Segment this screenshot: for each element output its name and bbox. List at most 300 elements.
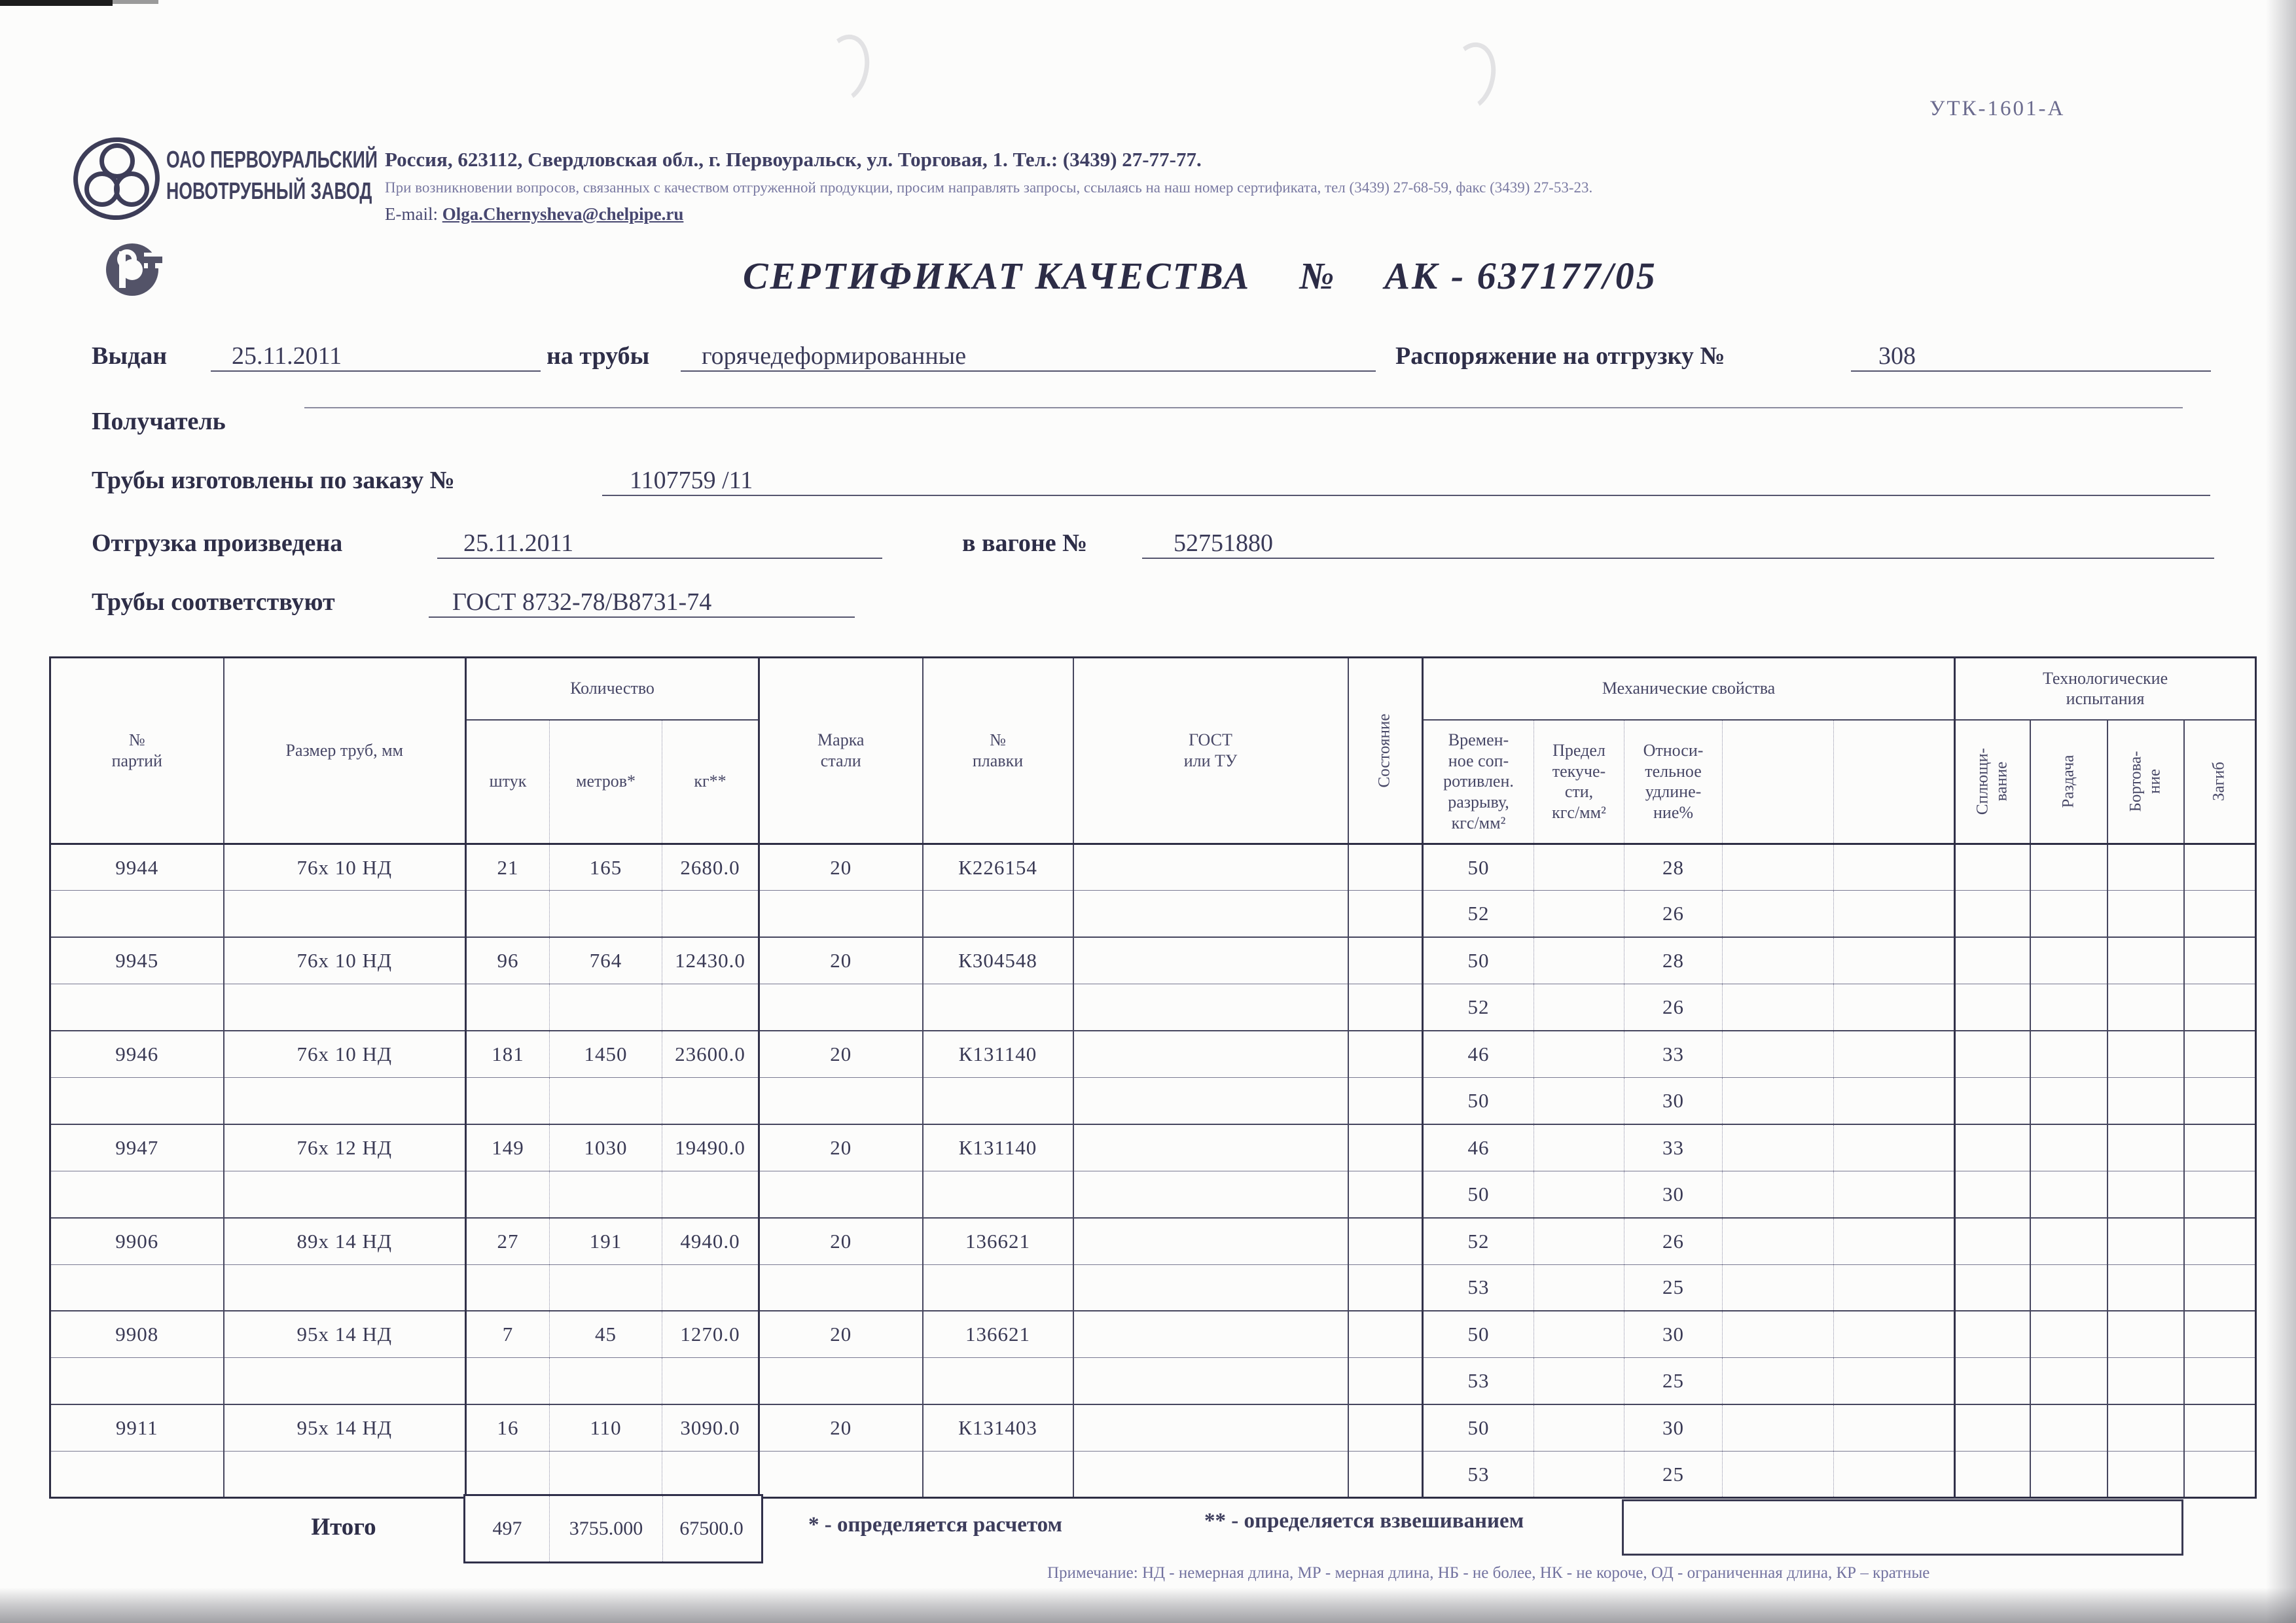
table-row <box>50 1077 2256 1124</box>
table-cell: 12430.0 <box>662 937 759 984</box>
table-cell <box>1534 1404 1624 1451</box>
table-cell <box>2108 1404 2184 1451</box>
table-cell <box>2184 1358 2256 1404</box>
field-row-issued <box>92 342 167 370</box>
table-cell: 30 <box>1624 1404 1723 1451</box>
company-address: Россия, 623112, Свердловская обл., г. Первоуральск, ул. Торговая, 1. Тел.: (3439) 27-77-77. <box>385 148 1202 171</box>
table-cell <box>1073 984 1348 1031</box>
scan-artifact-top-left <box>0 0 113 6</box>
table-row <box>50 1452 2256 1498</box>
table-cell: 9945 <box>50 937 224 984</box>
table-cell <box>2030 844 2108 891</box>
table-cell <box>2184 1404 2256 1451</box>
table-cell: К304548 <box>923 937 1073 984</box>
table-cell <box>1723 891 1834 937</box>
company-name-line1: ОАО ПЕРВОУРАЛЬСКИЙ <box>166 146 378 173</box>
table-cell <box>1955 1171 2030 1217</box>
table-cell <box>50 1358 224 1404</box>
table-cell <box>1834 1311 1955 1357</box>
table-cell <box>550 1264 662 1311</box>
table-cell <box>466 1358 550 1404</box>
scan-shadow-right <box>2266 0 2296 1623</box>
col-header-gost: ГОСТ или ТУ <box>1073 658 1348 844</box>
table-cell: 21 <box>466 844 550 891</box>
table-cell: 50 <box>1423 1077 1534 1124</box>
table-cell: 1270.0 <box>662 1311 759 1357</box>
table-cell <box>1348 1452 1423 1498</box>
field-row-wagon <box>962 529 1087 558</box>
made-by-order-label: Трубы изготовлены по заказу № <box>92 467 455 494</box>
table-row <box>50 1124 2256 1171</box>
table-cell: 181 <box>466 1031 550 1077</box>
table-cell: 9911 <box>50 1404 224 1451</box>
table-cell <box>1955 1358 2030 1404</box>
receiver-value <box>304 407 2183 408</box>
company-logo-pipes-icon <box>73 137 160 219</box>
table-row <box>50 1311 2256 1357</box>
table-cell <box>224 1077 466 1124</box>
table-cell <box>923 1077 1073 1124</box>
table-cell <box>1073 1311 1348 1357</box>
table-cell <box>1073 844 1348 891</box>
table-cell: 76х 12 НД <box>224 1124 466 1171</box>
table-cell <box>1834 1124 1955 1171</box>
table-cell <box>759 1452 923 1498</box>
col-header-blank-2 <box>1834 720 1955 844</box>
table-cell <box>2108 844 2184 891</box>
table-cell <box>923 891 1073 937</box>
table-row <box>50 1404 2256 1451</box>
table-cell <box>50 1077 224 1124</box>
table-cell <box>1955 844 2030 891</box>
table-cell <box>1073 891 1348 937</box>
table-cell <box>1955 1077 2030 1124</box>
table-cell: 28 <box>1624 937 1723 984</box>
table-cell: 110 <box>550 1404 662 1451</box>
table-cell <box>1534 1124 1624 1171</box>
punch-hole-mark <box>1440 37 1503 116</box>
table-cell: 25 <box>1624 1452 1723 1498</box>
table-cell <box>2030 1358 2108 1404</box>
table-row <box>50 891 2256 937</box>
table-cell <box>1348 1077 1423 1124</box>
col-header-expansion-vertical-text: Раздача <box>2059 755 2077 808</box>
col-header-yield-strength: Предел текуче- сти, кгс/мм² <box>1534 720 1624 844</box>
table-cell <box>550 1358 662 1404</box>
table-cell: 26 <box>1624 1218 1723 1264</box>
table-cell: 95х 14 НД <box>224 1311 466 1357</box>
table-cell <box>2184 984 2256 1031</box>
table-cell: 149 <box>466 1124 550 1171</box>
table-cell <box>1955 1311 2030 1357</box>
table-cell <box>662 984 759 1031</box>
table-cell: 9908 <box>50 1311 224 1357</box>
wagon-label: в вагоне № <box>962 529 1088 557</box>
table-cell <box>1723 937 1834 984</box>
table-cell <box>1073 1031 1348 1077</box>
field-row-conform <box>92 588 335 616</box>
table-cell: 25 <box>1624 1264 1723 1311</box>
table-cell: 9944 <box>50 844 224 891</box>
table-cell <box>550 891 662 937</box>
col-group-quantity: Количество <box>466 658 759 720</box>
table-body <box>50 844 2256 1498</box>
table-cell <box>2108 1124 2184 1171</box>
table-cell: 76х 10 НД <box>224 1031 466 1077</box>
table-cell <box>2030 1264 2108 1311</box>
table-cell: 191 <box>550 1218 662 1264</box>
table-cell <box>50 984 224 1031</box>
table-cell: 46 <box>1423 1124 1534 1171</box>
table-cell <box>759 891 923 937</box>
table-cell <box>550 984 662 1031</box>
col-header-heat-number: № плавки <box>923 658 1073 844</box>
table-cell <box>1073 1264 1348 1311</box>
table-cell: 9947 <box>50 1124 224 1171</box>
table-cell <box>1834 1031 1955 1077</box>
table-cell <box>923 984 1073 1031</box>
table-cell: 52 <box>1423 984 1534 1031</box>
table-cell: 16 <box>466 1404 550 1451</box>
table-cell: 7 <box>466 1311 550 1357</box>
col-header-steel-grade: Марка стали <box>759 658 923 844</box>
col-header-flanging-vertical-text: Бортова- ние <box>2126 751 2164 812</box>
table-cell: 76х 10 НД <box>224 937 466 984</box>
table-cell: К131403 <box>923 1404 1073 1451</box>
table-cell <box>1723 1077 1834 1124</box>
table-cell <box>50 1452 224 1498</box>
issued-label: Выдан <box>92 342 168 370</box>
table-cell: 30 <box>1624 1311 1723 1357</box>
table-cell <box>1955 891 2030 937</box>
table-cell <box>1348 937 1423 984</box>
table-cell <box>1955 1404 2030 1451</box>
table-cell <box>1073 1218 1348 1264</box>
table-cell <box>1348 1218 1423 1264</box>
table-cell <box>1073 1171 1348 1217</box>
table-cell <box>2108 1077 2184 1124</box>
table-cell: 50 <box>1423 1171 1534 1217</box>
title-main: СЕРТИФИКАТ КАЧЕСТВА <box>743 255 1251 297</box>
table-cell <box>2108 1031 2184 1077</box>
table-cell: 95х 14 НД <box>224 1404 466 1451</box>
table-cell <box>1834 1171 1955 1217</box>
table-cell <box>1534 1171 1624 1217</box>
company-name-line2: НОВОТРУБНЫЙ ЗАВОД <box>166 177 372 204</box>
col-header-flattening-vertical-text: Сплющи- вание <box>1973 748 2011 815</box>
table-cell <box>1723 1311 1834 1357</box>
table-cell <box>1348 1171 1423 1217</box>
table-cell: 89х 14 НД <box>224 1218 466 1264</box>
col-header-kg: кг** <box>662 720 759 844</box>
table-cell: 33 <box>1624 1031 1723 1077</box>
table-cell <box>759 984 923 1031</box>
table-cell <box>1348 1124 1423 1171</box>
table-cell: 136621 <box>923 1218 1073 1264</box>
table-cell: 30 <box>1624 1077 1723 1124</box>
table-cell <box>550 1452 662 1498</box>
table-row <box>50 1358 2256 1404</box>
table-cell <box>2184 1171 2256 1217</box>
logo-pipe-circle <box>114 171 149 207</box>
table-cell: 1030 <box>550 1124 662 1171</box>
table-cell <box>2184 1264 2256 1311</box>
table-cell <box>1834 937 1955 984</box>
table-cell <box>224 984 466 1031</box>
table-cell <box>1723 844 1834 891</box>
table-cell <box>2184 891 2256 937</box>
table-cell: 26 <box>1624 984 1723 1031</box>
total-kg: 67500.0 <box>662 1496 760 1561</box>
table-cell: 20 <box>759 844 923 891</box>
shipped-value: 25.11.2011 <box>437 529 882 559</box>
table-cell <box>1073 1404 1348 1451</box>
table-cell <box>1348 1358 1423 1404</box>
table-cell <box>2108 1452 2184 1498</box>
table-cell <box>662 1358 759 1404</box>
table-cell <box>466 891 550 937</box>
table-cell <box>1955 1031 2030 1077</box>
table-cell: 9906 <box>50 1218 224 1264</box>
issued-value: 25.11.2011 <box>211 342 541 372</box>
table-cell <box>550 1171 662 1217</box>
table-cell <box>1723 1404 1834 1451</box>
table-cell: 20 <box>759 1311 923 1357</box>
form-code: УТК-1601-А <box>1929 97 2066 120</box>
table-cell <box>2030 1077 2108 1124</box>
table-cell: 1450 <box>550 1031 662 1077</box>
support-contact-line: При возникновении вопросов, связанных с качеством отгруженной продукции, просим направлять запросы, ссылаясь на наш номер сертификата, тел (3439) 27-68-59, факс (3439) 27-53-23. <box>385 179 1593 196</box>
table-cell <box>2030 1311 2108 1357</box>
table-cell <box>466 1452 550 1498</box>
ship-order-value: 308 <box>1851 342 2211 372</box>
table-cell <box>2030 1171 2108 1217</box>
table-cell <box>662 1264 759 1311</box>
col-header-elongation: Относи- тельное удлине- ние% <box>1624 720 1723 844</box>
table-row <box>50 1218 2256 1264</box>
pipes-value: горячедеформированные <box>681 342 1376 372</box>
table-cell <box>1834 1218 1955 1264</box>
table-cell <box>2184 1077 2256 1124</box>
table-cell <box>2030 1218 2108 1264</box>
field-row-order <box>92 466 455 495</box>
table-cell <box>50 891 224 937</box>
certificate-table <box>49 656 2257 1499</box>
col-group-technological: Технологические испытания <box>1955 658 2256 720</box>
table-cell <box>1348 1031 1423 1077</box>
table-row <box>50 1031 2256 1077</box>
table-cell <box>1073 1077 1348 1124</box>
table-cell <box>1834 844 1955 891</box>
col-header-expansion <box>2030 720 2108 844</box>
table-cell: К131140 <box>923 1124 1073 1171</box>
punch-hole-mark <box>814 29 876 108</box>
table-cell <box>662 1077 759 1124</box>
field-row-pipes <box>547 342 649 370</box>
table-cell: 25 <box>1624 1358 1723 1404</box>
table-cell <box>2108 937 2184 984</box>
table-cell: 20 <box>759 1218 923 1264</box>
table-cell: 53 <box>1423 1452 1534 1498</box>
table-cell: 23600.0 <box>662 1031 759 1077</box>
table-cell <box>1955 1452 2030 1498</box>
field-row-shipped <box>92 529 342 558</box>
table-cell <box>1723 984 1834 1031</box>
table-cell <box>2108 891 2184 937</box>
table-cell <box>466 1264 550 1311</box>
table-cell <box>1348 984 1423 1031</box>
table-cell <box>1534 1452 1624 1498</box>
table-cell <box>1955 937 2030 984</box>
table-cell: К131140 <box>923 1031 1073 1077</box>
table-cell <box>1348 1404 1423 1451</box>
table-cell <box>1534 1077 1624 1124</box>
table-cell <box>1534 1264 1624 1311</box>
table-cell <box>1348 1311 1423 1357</box>
col-header-state <box>1348 658 1423 844</box>
table-cell <box>923 1264 1073 1311</box>
table-cell <box>1348 844 1423 891</box>
table-cell <box>1073 1452 1348 1498</box>
table-cell <box>550 1077 662 1124</box>
table-cell <box>1073 937 1348 984</box>
table-cell <box>1955 1124 2030 1171</box>
title-number: АК - 637177/05 <box>1384 255 1657 297</box>
table-cell <box>224 1171 466 1217</box>
wagon-value: 52751880 <box>1142 529 2214 559</box>
table-cell <box>1834 1404 1955 1451</box>
table-cell: 136621 <box>923 1311 1073 1357</box>
table-cell: 20 <box>759 1124 923 1171</box>
table-cell <box>1534 937 1624 984</box>
table-cell <box>1723 1031 1834 1077</box>
table-cell <box>2184 1452 2256 1498</box>
table-cell <box>2030 1031 2108 1077</box>
table-cell <box>1073 1124 1348 1171</box>
table-cell: 165 <box>550 844 662 891</box>
table-cell: 20 <box>759 1031 923 1077</box>
col-header-batch: № партий <box>50 658 224 844</box>
table-cell <box>2030 984 2108 1031</box>
table-cell: 76х 10 НД <box>224 844 466 891</box>
col-header-tensile-strength: Времен- ное соп- ротивлен. разрыву, кгс/мм² <box>1423 720 1534 844</box>
table-cell <box>759 1264 923 1311</box>
col-header-size: Размер труб, мм <box>224 658 466 844</box>
pipes-label: на трубы <box>547 342 650 370</box>
table-cell <box>2030 891 2108 937</box>
table-cell <box>1723 1124 1834 1171</box>
table-cell: 50 <box>1423 1404 1534 1451</box>
table-cell <box>1955 1218 2030 1264</box>
table-cell <box>923 1358 1073 1404</box>
table-cell <box>50 1171 224 1217</box>
shipped-label: Отгрузка произведена <box>92 529 343 557</box>
table-cell <box>1348 891 1423 937</box>
table-cell <box>2184 937 2256 984</box>
table-cell <box>1534 984 1624 1031</box>
table-cell <box>1834 1358 1955 1404</box>
col-header-state-vertical-text: Состояние <box>1375 713 1393 788</box>
company-name <box>166 144 378 206</box>
col-header-meters: метров* <box>550 720 662 844</box>
table-cell: 52 <box>1423 1218 1534 1264</box>
table-cell: 2680.0 <box>662 844 759 891</box>
table-cell: 764 <box>550 937 662 984</box>
table-cell <box>2108 1264 2184 1311</box>
table-cell <box>2184 1124 2256 1171</box>
table-row <box>50 984 2256 1031</box>
table-cell <box>224 1452 466 1498</box>
table-cell <box>2108 1311 2184 1357</box>
table-cell: К226154 <box>923 844 1073 891</box>
title-number-sign: № <box>1299 255 1336 297</box>
table-cell <box>2030 1124 2108 1171</box>
table-cell <box>2108 984 2184 1031</box>
table-cell: 28 <box>1624 844 1723 891</box>
table-cell <box>1955 984 2030 1031</box>
table-cell <box>1834 1452 1955 1498</box>
table-cell <box>759 1077 923 1124</box>
table-cell <box>1834 1077 1955 1124</box>
table-cell: 45 <box>550 1311 662 1357</box>
scan-artifact-top-left-2 <box>113 0 158 4</box>
email-line <box>385 204 683 224</box>
table-cell <box>1834 1264 1955 1311</box>
totals-box <box>463 1494 763 1563</box>
table-cell <box>1534 1218 1624 1264</box>
table-cell <box>1534 1358 1624 1404</box>
table-cell: 19490.0 <box>662 1124 759 1171</box>
col-header-flattening <box>1955 720 2030 844</box>
table-cell: 3090.0 <box>662 1404 759 1451</box>
total-label: Итого <box>311 1514 376 1541</box>
col-header-bend-vertical-text: Загиб <box>2210 762 2228 802</box>
table-cell <box>662 1452 759 1498</box>
table-cell <box>2184 1218 2256 1264</box>
total-pieces: 497 <box>492 1518 522 1539</box>
table-cell <box>923 1452 1073 1498</box>
note-abbreviations: Примечание: НД - немерная длина, МР - мерная длина, НБ - не более, НК - не короче, ОД - ограниченная длина, КР – кратные <box>1047 1564 1930 1582</box>
table-cell <box>2030 1404 2108 1451</box>
footnote-calculated: * - определяется расчетом <box>808 1513 1063 1537</box>
table-cell <box>466 1077 550 1124</box>
table-cell: 50 <box>1423 844 1534 891</box>
table-cell <box>1723 1264 1834 1311</box>
col-header-pieces: штук <box>466 720 550 844</box>
table-cell <box>1834 984 1955 1031</box>
table-cell <box>1723 1358 1834 1404</box>
table-cell: 26 <box>1624 891 1723 937</box>
table-cell <box>1534 1031 1624 1077</box>
table-cell: 53 <box>1423 1358 1534 1404</box>
table-cell: 52 <box>1423 891 1534 937</box>
made-by-order-value: 1107759 /11 <box>602 466 2210 496</box>
signature-box <box>1622 1499 2183 1556</box>
table-cell: 9946 <box>50 1031 224 1077</box>
table-cell <box>1348 1264 1423 1311</box>
table-cell <box>759 1171 923 1217</box>
field-row-ship-order <box>1395 342 1725 370</box>
table-cell <box>662 891 759 937</box>
table-cell <box>1073 1358 1348 1404</box>
conform-value: ГОСТ 8732-78/В8731-74 <box>429 588 855 618</box>
table-cell: 27 <box>466 1218 550 1264</box>
table-cell: 33 <box>1624 1124 1723 1171</box>
receiver-label: Получатель <box>92 408 226 435</box>
table-row <box>50 1171 2256 1217</box>
table-cell: 50 <box>1423 937 1534 984</box>
table-cell <box>2030 937 2108 984</box>
